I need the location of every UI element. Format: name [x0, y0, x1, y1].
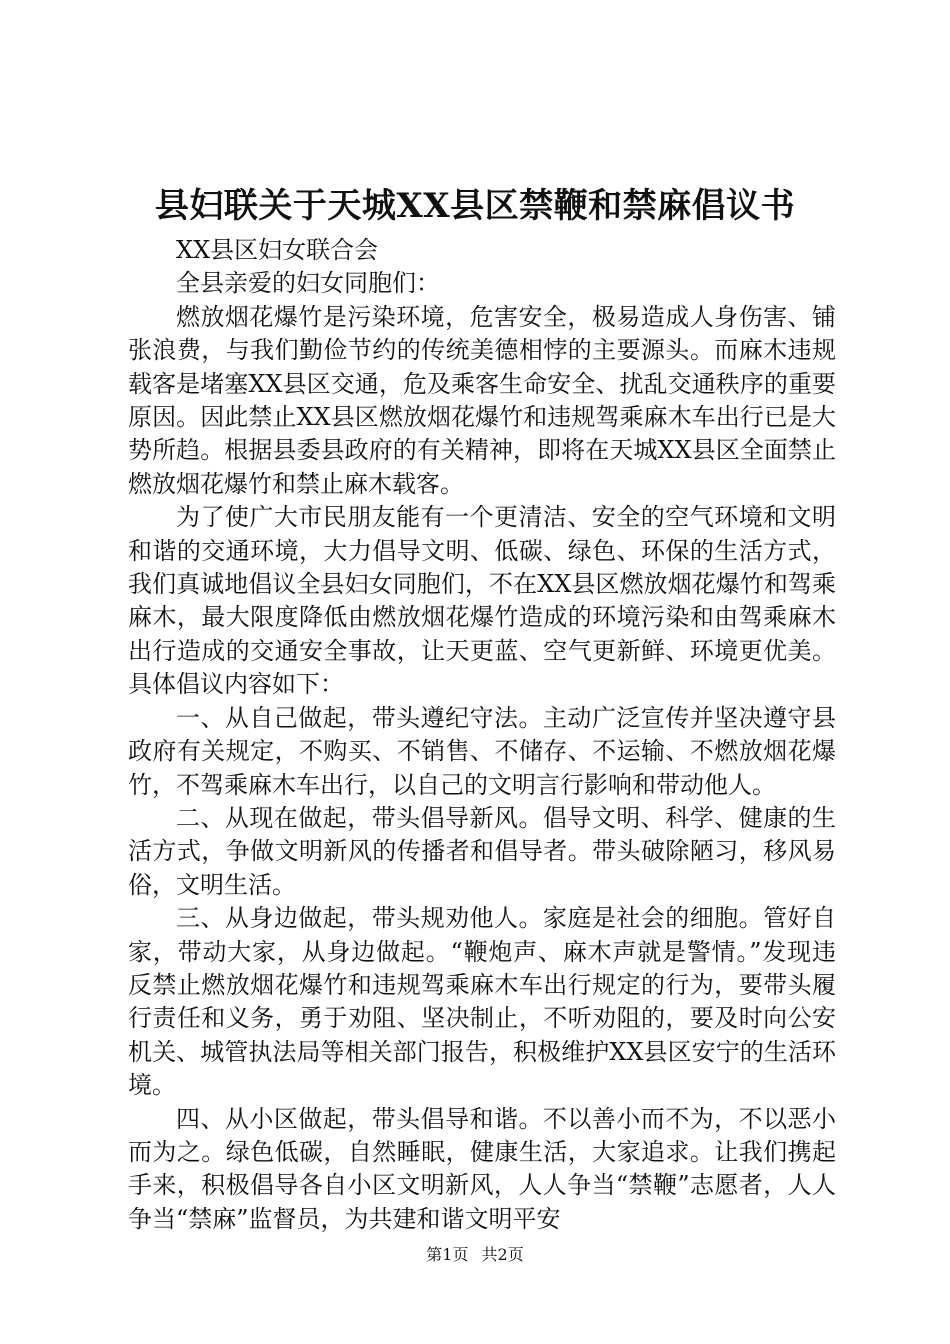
page-number: 第1页	[426, 1245, 469, 1264]
body-paragraph: 为了使广大市民朋友能有一个更清洁、安全的空气环境和文明和谐的交通环境，大力倡导文明、低碳、绿色、环保的生活方式，我们真诚地倡议全县妇女同胞们，不在XX县区燃放烟花爆竹和驾乘麻木，最大限度降低由燃放烟花爆竹造成的环境污染和由驾乘麻木出行造成的交通安全事故，让天更蓝、空气更新鲜、环境更优美。具体倡议内容如下：	[128, 503, 836, 699]
body-paragraph: 一、从自己做起，带头遵纪守法。主动广泛宣传并坚决遵守县政府有关规定，不购买、不销售、不储存、不运输、不燃放烟花爆竹，不驾乘麻木车出行，以自己的文明言行影响和带动他人。	[128, 703, 836, 799]
body-paragraph: 燃放烟花爆竹是污染环境，危害安全，极易造成人身伤害、铺张浪费，与我们勤俭节约的传统美德相悖的主要源头。而麻木违规载客是堵塞XX县区交通，危及乘客生命安全、扰乱交通秩序的重要原因。因此禁止XX县区燃放烟花爆竹和违规驾乘麻木车出行已是大势所趋。根据县委县政府的有关精神，即将在天城XX县区全面禁止燃放烟花爆竹和禁止麻木载客。	[128, 302, 836, 498]
page-total: 共2页	[481, 1245, 524, 1264]
document-title: 县妇联关于天城XX县区禁鞭和禁麻倡议书	[154, 186, 796, 226]
body-paragraph: 四、从小区做起，带头倡导和谐。不以善小而不为，不以恶小而为之。绿色低碳，自然睡眠，健康生活，大家追求。让我们携起手来，积极倡导各自小区文明新风，人人争当“禁鞭”志愿者，人人争当“禁麻”监督员，为共建和谐文明平安	[128, 1104, 836, 1233]
salutation-line: 全县亲爱的妇女同胞们：	[176, 269, 440, 298]
issuer-line: XX县区妇女联合会	[176, 236, 379, 264]
body-paragraph: 三、从身边做起，带头规劝他人。家庭是社会的细胞。管好自家，带动大家，从身边做起。“鞭炮声、麻木声就是警情。”发现违反禁止燃放烟花爆竹和违规驾乘麻木车出行规定的行为，要带头履行责任和义务，勇于劝阻、坚决制止，不听劝阻的，要及时向公安机关、城管执法局等相关部门报告，积极维护XX县区安宁的生活环境。	[128, 904, 836, 1100]
body-paragraph: 二、从现在做起，带头倡导新风。倡导文明、科学、健康的生活方式，争做文明新风的传播者和倡导者。带头破除陋习，移风易俗，文明生活。	[128, 803, 836, 899]
page-footer	[0, 1242, 950, 1265]
document-body	[128, 234, 836, 1236]
